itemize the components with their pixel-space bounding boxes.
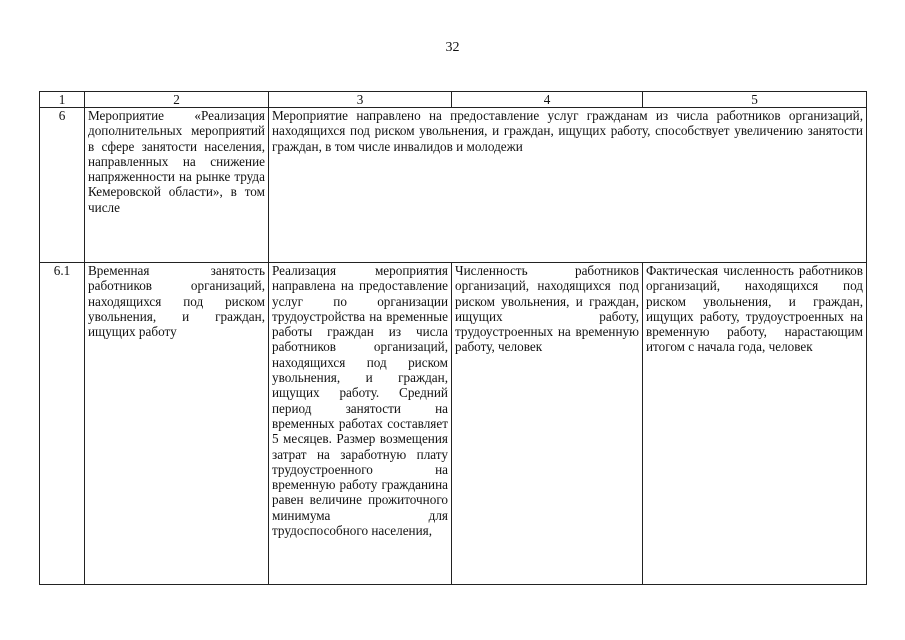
measure-name: Мероприятие «Реализация дополнительных мероприятий в сфере занятости населения, направленных на снижение напряженности на рынке труда Кемеровской области», в том числе <box>85 108 269 263</box>
row-number: 6.1 <box>40 263 85 585</box>
program-table <box>39 91 867 585</box>
column-header-4: 4 <box>452 92 643 108</box>
measure-name: Временная занятость работников организаций, находящихся под риском увольнения, и граждан, ищущих работу <box>85 263 269 585</box>
calculation-method: Фактическая численность работников организаций, находящихся под риском увольнения, и граждан, ищущих работу, трудоустроенных на временную работу, нарастающим итогом с начала года, человек <box>643 263 867 585</box>
table-row <box>40 263 867 585</box>
row-number: 6 <box>40 108 85 263</box>
column-header-1: 1 <box>40 92 85 108</box>
column-header-3: 3 <box>269 92 452 108</box>
table-row <box>40 108 867 263</box>
table-header-row <box>40 92 867 108</box>
page-number: 32 <box>445 40 460 55</box>
measure-description: Мероприятие направлено на предоставление услуг гражданам из числа работников организаций, находящихся под риском увольнения, и граждан, ищущих работу, способствует увеличению занятости граждан, в том числе инвалидов и молодежи <box>269 108 867 263</box>
column-header-2: 2 <box>85 92 269 108</box>
measure-description: Реализация мероприятия направлена на предоставление услуг по организации трудоустройства на временные работы граждан из числа работников организаций, находящихся под риском увольнения, и граждан, ищущих работу. Средний период занятости на временных работах составляет 5 месяцев. Размер возмещения затрат на заработную плату трудоустроенного на временную работу гражданина равен величине прожиточного минимума для трудоспособного населения, <box>269 263 452 585</box>
indicator-name: Численность работников организаций, находящихся под риском увольнения, и граждан, ищущих работу, трудоустроенных на временную работу, человек <box>452 263 643 585</box>
column-header-5: 5 <box>643 92 867 108</box>
